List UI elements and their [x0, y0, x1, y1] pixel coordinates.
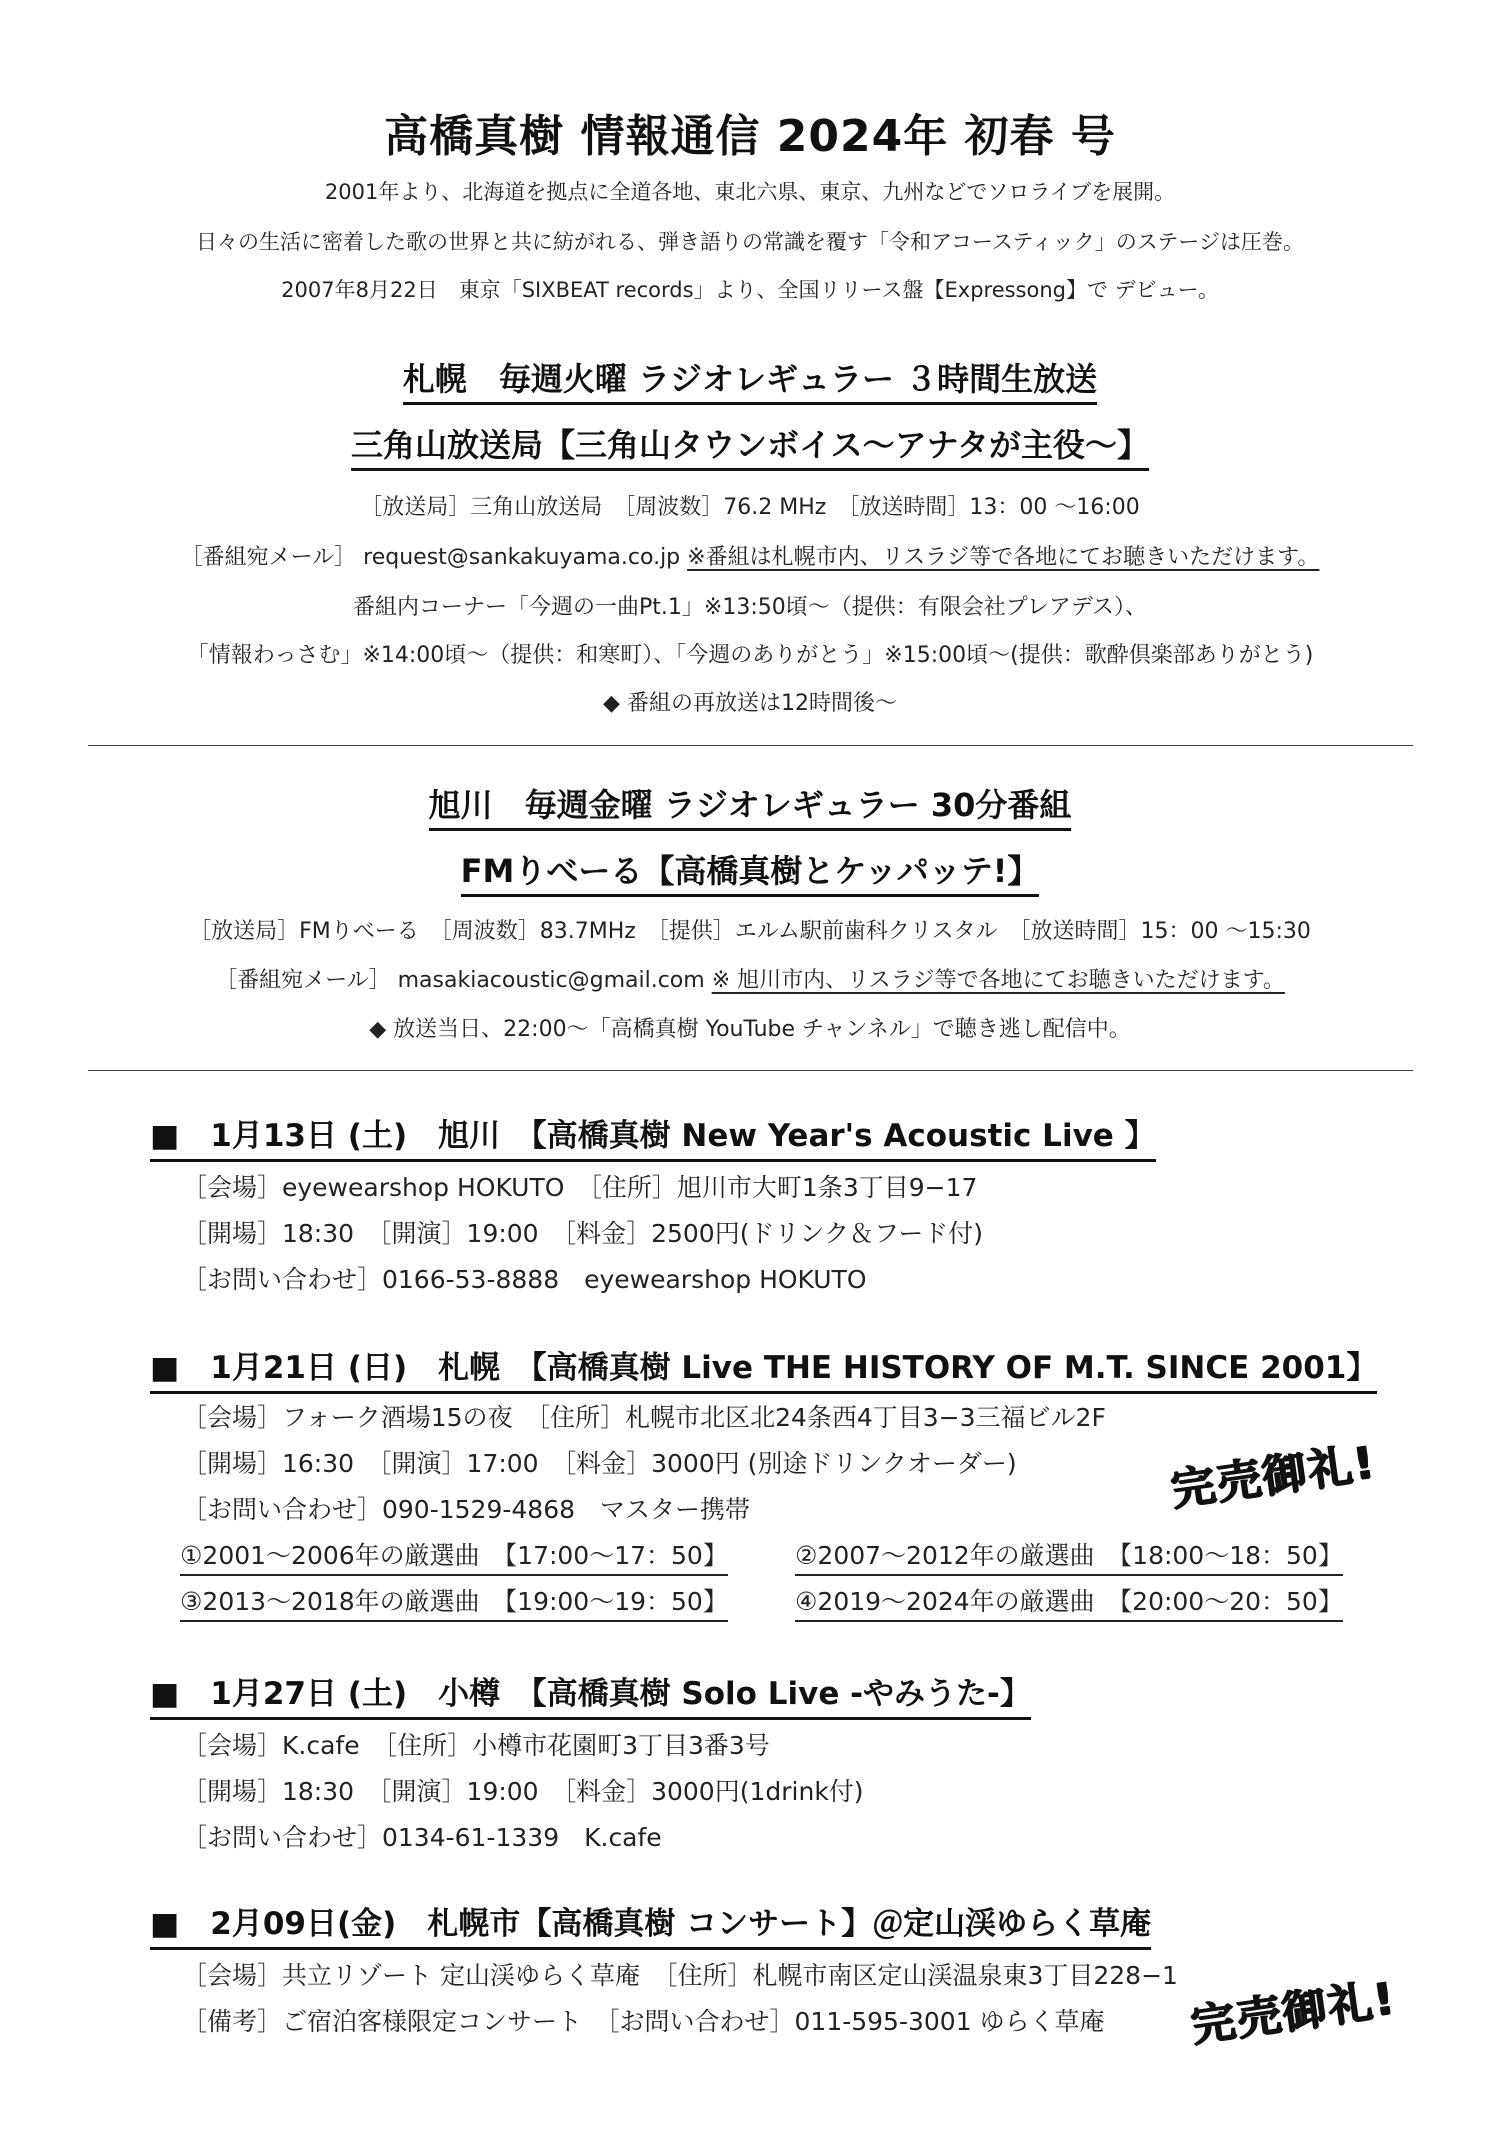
- event-1-time: ［開場］18:30 ［開演］19:00 ［料金］2500円(ドリンク＆フード付): [182, 1219, 983, 1248]
- event-1-venue: ［会場］eyewearshop HOKUTO ［住所］旭川市大町1条3丁目9−17: [182, 1173, 978, 1202]
- divider-1: [88, 745, 1413, 746]
- sold-out-stamp-1: 完売御礼!: [1168, 1436, 1380, 1517]
- event-2-set-3: ③2013～2018年の厳選曲 【19:00～19：50】: [180, 1582, 728, 1622]
- event-3-time: ［開場］18:30 ［開演］19:00 ［料金］3000円(1drink付): [182, 1777, 864, 1806]
- radio1-title-2: 三角山放送局【三角山タウンボイス～アナタが主役～】: [0, 420, 1500, 466]
- sold-out-stamp-2: 完売御礼!: [1188, 1972, 1400, 2053]
- intro-line-2: 日々の生活に密着した歌の世界と共に紡がれる、弾き語りの常識を覆す「令和アコースティック」のステージは圧巻。: [196, 230, 1304, 254]
- event-2-time: ［開場］16:30 ［開演］17:00 ［料金］3000円 (別途ドリンクオーダー): [182, 1449, 1017, 1478]
- radio1-corner-1: 番組内コーナー「今週の一曲Pt.1」※13:50頃～（提供：有限会社プレアデス）、: [353, 595, 1147, 620]
- event-3-venue: ［会場］K.cafe ［住所］小樽市花園町3丁目3番3号: [182, 1731, 770, 1760]
- event-2-set-2: ②2007～2012年の厳選曲 【18:00～18：50】: [795, 1536, 1343, 1576]
- radio1-mail: ［番組宛メール］ request@sankakuyama.co.jp: [180, 545, 681, 570]
- radio2-note: ※ 旭川市内、リスラジ等で各地にてお聴きいただけます。: [711, 968, 1285, 993]
- event-3-contact: ［お問い合わせ］0134-61-1339 K.cafe: [182, 1823, 662, 1852]
- event-2-venue: ［会場］フォーク酒場15の夜 ［住所］札幌市北区北24条西4丁目3−3三福ビル2F: [182, 1403, 1106, 1432]
- event-2-set-1: ①2001～2006年の厳選曲 【17:00～17：50】: [180, 1536, 728, 1576]
- intro-line-3: 2007年8月22日 東京「SIXBEAT records」より、全国リリース盤【Expressong】で デビュー。: [281, 278, 1219, 302]
- event-2-set-4: ④2019～2024年の厳選曲 【20:00～20：50】: [795, 1582, 1343, 1622]
- page-title: 高橋真樹 情報通信 2024年 初春 号: [384, 111, 1116, 162]
- radio1-station-info: ［放送局］三角山放送局 ［周波数］76.2 MHz ［放送時間］13：00 ～16:00: [360, 495, 1140, 520]
- event-4-heading: ■ 2月09日(金) 札幌市【高橋真樹 コンサート】＠定山渓ゆらく草庵: [150, 1898, 1151, 1950]
- intro-line-1: 2001年より、北海道を拠点に全道各地、東北六県、東京、九州などでソロライブを展開。: [324, 180, 1176, 204]
- radio2-archive: ◆ 放送当日、22:00～「高橋真樹 YouTube チャンネル」で聴き逃し配信中。: [369, 1017, 1131, 1042]
- radio1-note: ※番組は札幌市内、リスラジ等で各地にてお聴きいただけます。: [687, 545, 1320, 570]
- event-1-contact: ［お問い合わせ］0166-53-8888 eyewearshop HOKUTO: [182, 1265, 867, 1294]
- event-4-venue: ［会場］共立リゾート 定山渓ゆらく草庵 ［住所］札幌市南区定山渓温泉東3丁目228−1: [182, 1961, 1178, 1990]
- radio2-title-1: 旭川 毎週金曜 ラジオレギュラー 30分番組: [0, 780, 1500, 826]
- radio1-rebroadcast: ◆ 番組の再放送は12時間後～: [603, 691, 897, 716]
- event-1-heading: ■ 1月13日 (土) 旭川 【高橋真樹 New Year's Acoustic Live 】: [150, 1110, 1156, 1162]
- radio1-title-1: 札幌 毎週火曜 ラジオレギュラー ３時間生放送: [0, 354, 1500, 400]
- event-2-contact: ［お問い合わせ］090-1529-4868 マスター携帯: [182, 1495, 751, 1524]
- event-2-heading: ■ 1月21日 (日) 札幌 【高橋真樹 Live THE HISTORY OF M.T. SINCE 2001】: [150, 1342, 1377, 1394]
- event-3-heading: ■ 1月27日 (土) 小樽 【高橋真樹 Solo Live -やみうた-】: [150, 1668, 1031, 1720]
- divider-2: [88, 1070, 1413, 1071]
- radio2-mail-line: [0, 963, 1500, 994]
- radio2-title-2: FMりべーる【高橋真樹とケッパッテ!】: [0, 846, 1500, 892]
- event-4-notes: ［備考］ご宿泊客様限定コンサート ［お問い合わせ］011-595-3001 ゆらく草庵: [182, 2007, 1105, 2036]
- radio1-corner-2: 「情報わっさむ」※14:00頃～（提供：和寒町）、「今週のありがとう」※15:00頃～(提供：歌酔倶楽部ありがとう): [186, 643, 1314, 668]
- radio2-mail: ［番組宛メール］ masakiacoustic@gmail.com: [215, 968, 705, 993]
- radio1-mail-line: [0, 540, 1500, 571]
- radio2-station-info: ［放送局］FMりべーる ［周波数］83.7MHz ［提供］エルム駅前歯科クリスタル ［放送時間］15：00 ～15:30: [189, 919, 1311, 944]
